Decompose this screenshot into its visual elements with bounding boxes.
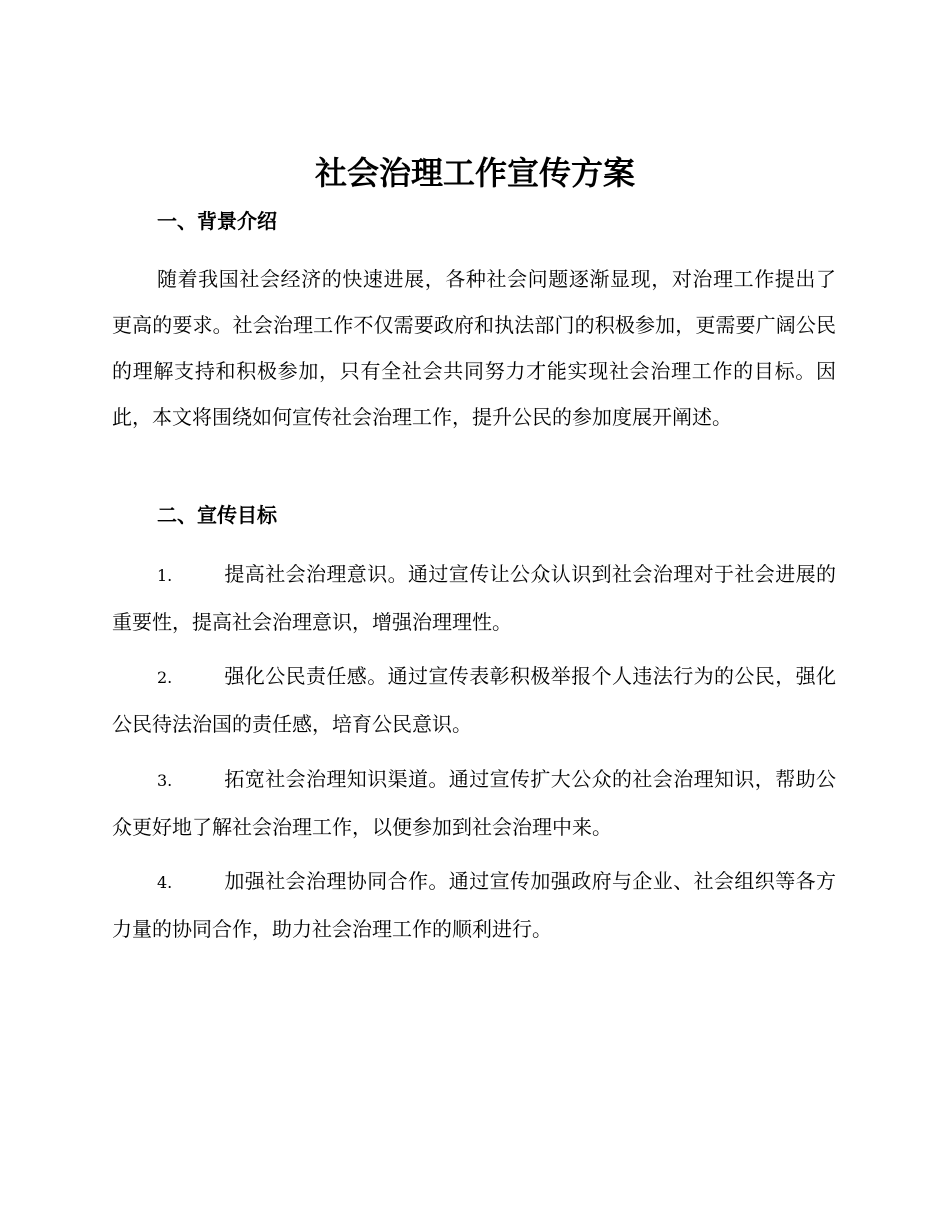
goal-item-text: 强化公民责任感。通过宣传表彰积极举报个人违法行为的公民，强化公民待法治国的责任感，培育公民意识。 [112, 664, 836, 736]
section-heading-goals: 二、宣传目标 [157, 503, 277, 527]
section-heading-background: 一、背景介绍 [157, 209, 277, 233]
goal-item [112, 653, 836, 747]
document-title: 社会治理工作宣传方案 [314, 154, 635, 192]
goal-item-text: 拓宽社会治理知识渠道。通过宣传扩大公众的社会治理知识，帮助公众更好地了解社会治理工作，以便参加到社会治理中来。 [112, 767, 836, 839]
goal-item-number: 1. [157, 566, 173, 585]
goal-item-text: 加强社会治理协同合作。通过宣传加强政府与企业、社会组织等各方力量的协同合作，助力社会治理工作的顺利进行。 [112, 869, 836, 941]
goal-item-number: 2. [157, 668, 173, 687]
goal-item-number: 3. [157, 771, 173, 790]
goal-item [112, 551, 836, 645]
goal-item-text: 提高社会治理意识。通过宣传让公众认识到社会治理对于社会进展的重要性，提高社会治理意识，增强治理理性。 [112, 562, 836, 634]
goal-item [112, 858, 836, 952]
goal-item [112, 756, 836, 850]
background-paragraph: 随着我国社会经济的快速进展，各种社会问题逐渐显现，对治理工作提出了更高的要求。社会治理工作不仅需要政府和执法部门的积极参加，更需要广阔公民的理解支持和积极参加，只有全社会共同努力才能实现社会治理工作的目标。因此，本文将围绕如何宣传社会治理工作，提升公民的参加度展开阐述。 [112, 267, 836, 429]
goal-item-number: 4. [157, 873, 173, 892]
